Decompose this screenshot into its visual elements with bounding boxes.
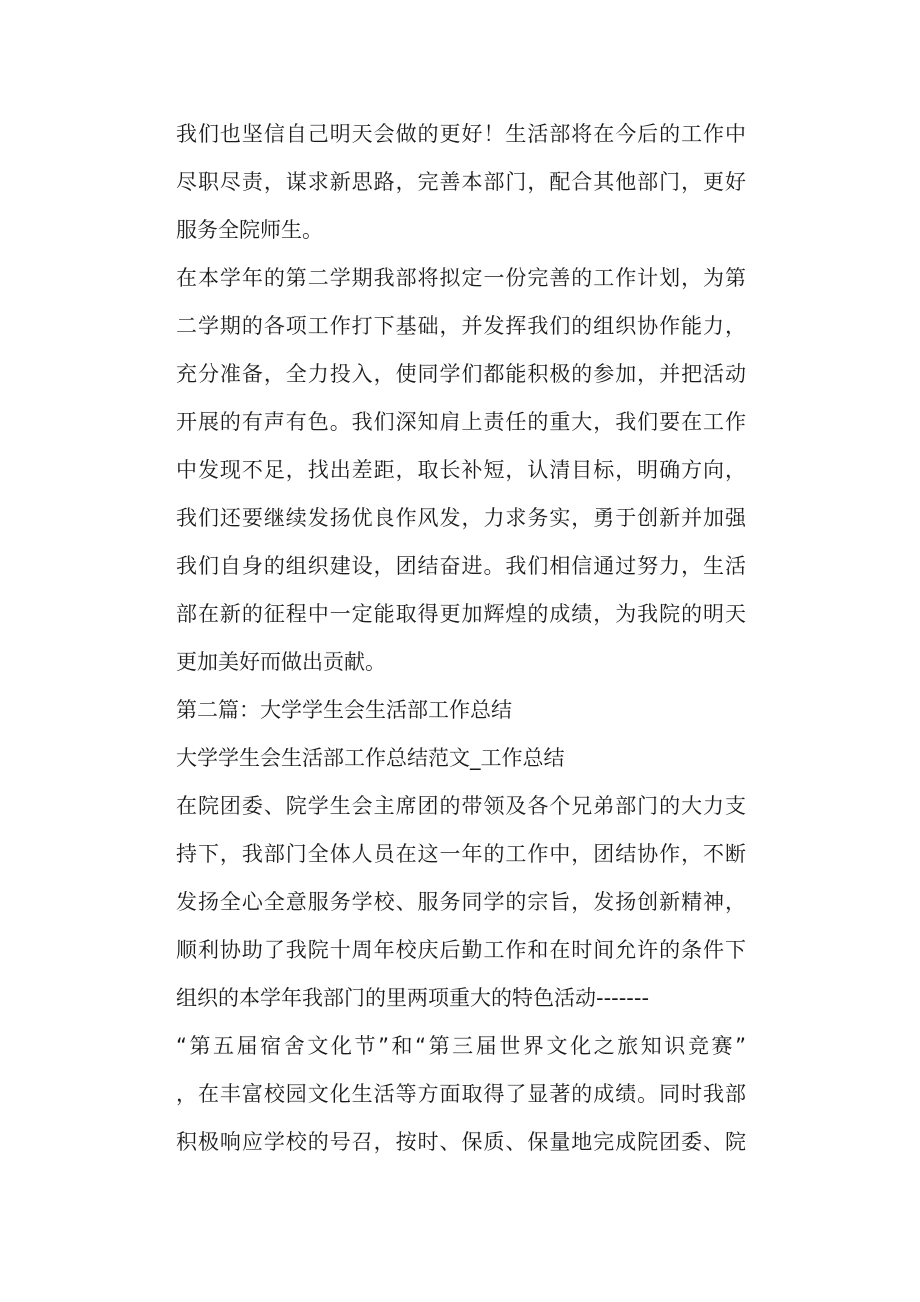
text-line: 积极响应学校的号召，按时、保质、保量地完成院团委、院	[176, 1130, 746, 1154]
text-line: 在本学年的第二学期我部将拟定一份完善的工作计划，为第	[176, 266, 746, 290]
text-line: 二学期的各项工作打下基础，并发挥我们的组织协作能力，	[176, 314, 746, 338]
text-line: 我们还要继续发扬优良作风发，力求务实，勇于创新并加强	[176, 506, 746, 530]
text-line: 尽职尽责，谋求新思路，完善本部门，配合其他部门，更好	[176, 170, 746, 194]
text-line: “第五届宿舍文化节”和“第三届世界文化之旅知识竞赛”	[176, 1034, 746, 1058]
text-line: 充分准备，全力投入，使同学们都能积极的参加，并把活动	[176, 362, 746, 386]
text-line: 我们自身的组织建设，团结奋进。我们相信通过努力，生活	[176, 554, 746, 578]
text-line: 开展的有声有色。我们深知肩上责任的重大，我们要在工作	[176, 410, 746, 434]
text-line: 顺利协助了我院十周年校庆后勤工作和在时间允许的条件下	[176, 938, 746, 962]
text-line: 更加美好而做出贡献。	[176, 650, 386, 674]
text-line: 服务全院师生。	[176, 218, 323, 242]
text-line: 发扬全心全意服务学校、服务同学的宗旨，发扬创新精神，	[176, 890, 746, 914]
text-line: 组织的本学年我部门的里两项重大的特色活动-------	[176, 986, 650, 1010]
text-line: 部在新的征程中一定能取得更加辉煌的成绩，为我院的明天	[176, 602, 746, 626]
article-title: 大学学生会生活部工作总结范文_工作总结	[176, 746, 565, 770]
text-line: 中发现不足，找出差距，取长补短，认清目标，明确方向，	[176, 458, 746, 482]
section-heading: 第二篇：大学学生会生活部工作总结	[176, 698, 512, 722]
text-line: ，在丰富校园文化生活等方面取得了显著的成绩。同时我部	[176, 1082, 746, 1106]
text-line: 在院团委、院学生会主席团的带领及各个兄弟部门的大力支	[176, 794, 746, 818]
text-line: 持下，我部门全体人员在这一年的工作中，团结协作，不断	[176, 842, 746, 866]
text-line: 我们也坚信自己明天会做的更好！生活部将在今后的工作中	[176, 122, 746, 146]
